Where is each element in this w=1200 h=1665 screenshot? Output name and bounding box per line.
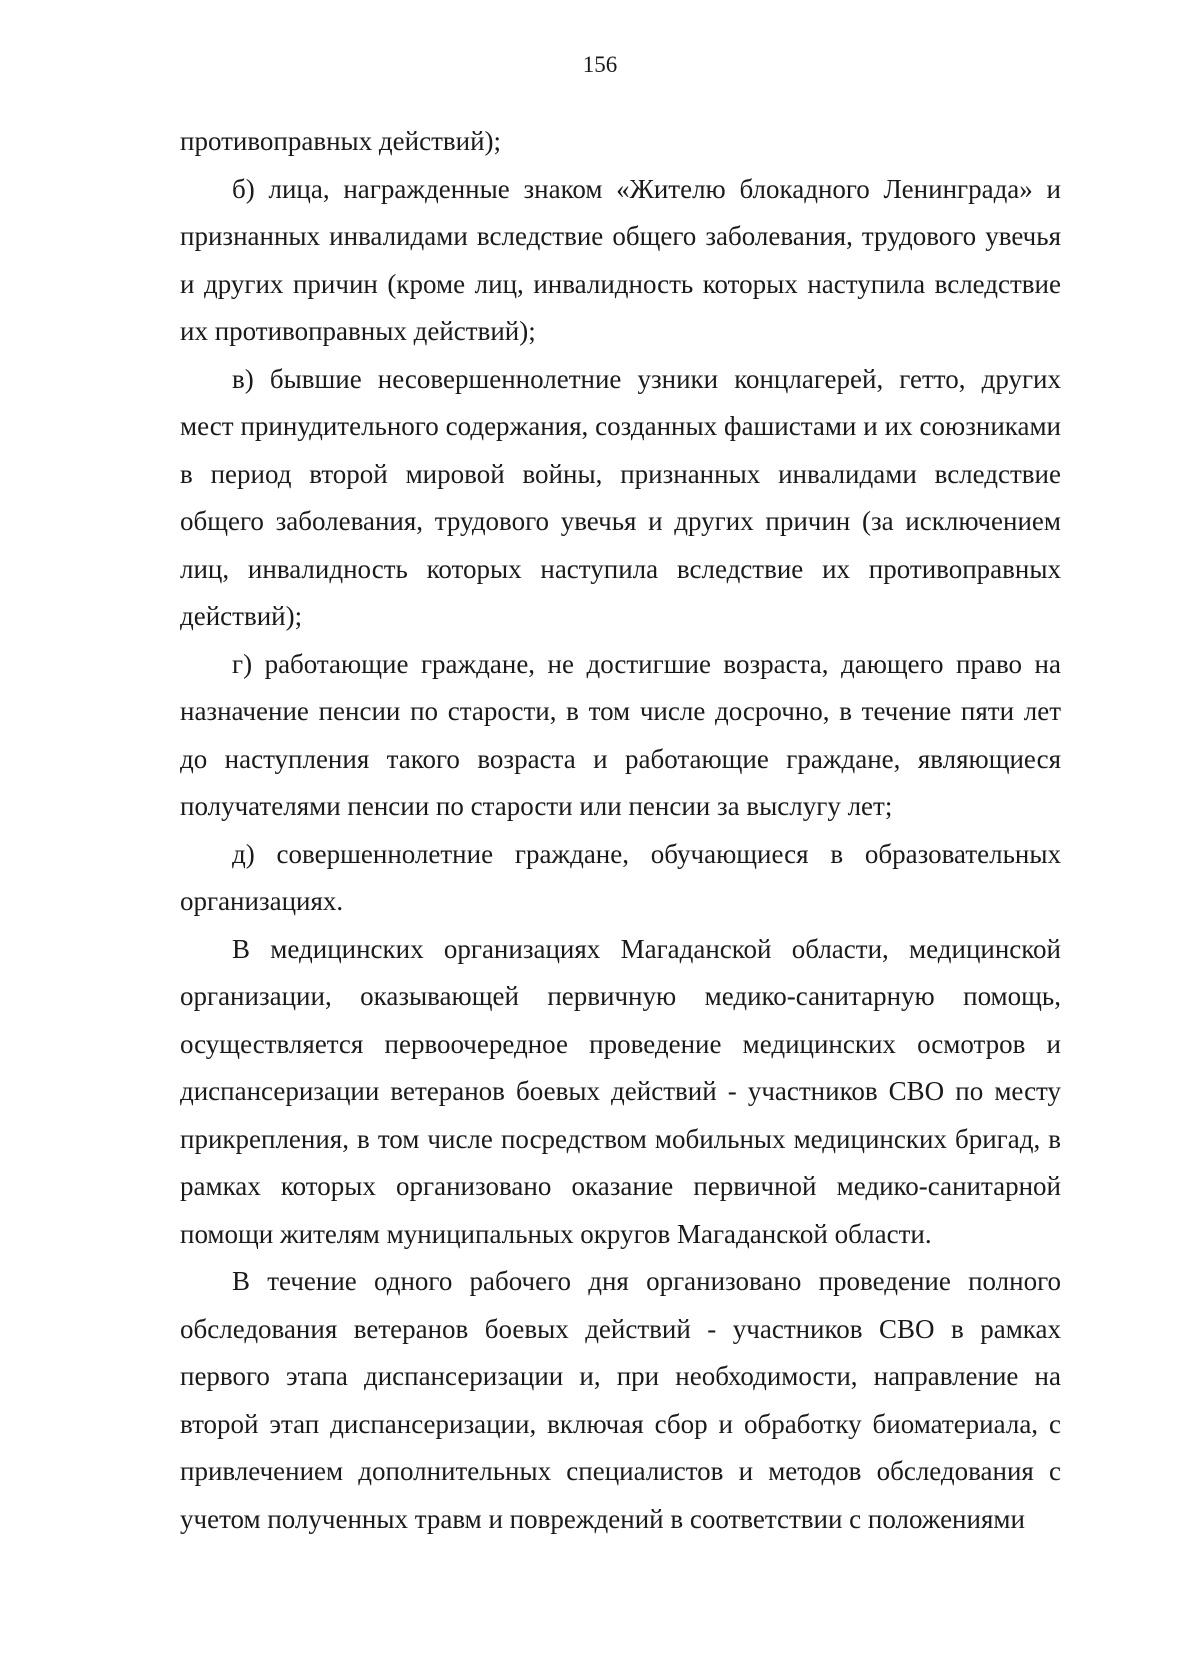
- page-number: 156: [582, 52, 618, 77]
- paragraph-item-g: г) работающие граждане, не достигшие возраста, дающего право на назначение пенсии по старости, в том числе досрочно, в течение пяти лет до наступления такого возраста и работающие граждане, являющиеся получателями пенсии по старости или пенсии за выслугу лет;: [180, 648, 1061, 821]
- paragraph-item-d: д) совершеннолетние граждане, обучающиеся в образовательных организациях.: [180, 838, 1061, 916]
- paragraph-one-working-day: В течение одного рабочего дня организовано проведение полного обследования ветеранов боевых действий - участников СВО в рамках первого этапа диспансеризации и, при необходимости, направление на второй этап диспансеризации, включая сбор и обработку биоматериала, с привлечением дополнительных специалистов и методов обследования с учетом полученных травм и повреждений в соответствии с положениями: [180, 1266, 1061, 1534]
- body-text: [180, 118, 1061, 1543]
- paragraph-continuation: противоправных действий);: [180, 126, 502, 156]
- paragraph-item-b: б) лица, награжденные знаком «Жителю блокадного Ленинграда» и признанных инвалидами вследствие общего заболевания, трудового увечья и других причин (кроме лиц, инвалидность которых наступила вследствие их противоправных действий);: [180, 173, 1061, 346]
- paragraph-medical-organizations: В медицинских организациях Магаданской области, медицинской организации, оказывающей первичную медико-санитарную помощь, осуществляется первоочередное проведение медицинских осмотров и диспансеризации ветеранов боевых действий - участников СВО по месту прикрепления, в том числе посредством мобильных медицинских бригад, в рамках которых организовано оказание первичной медико-санитарной помощи жителям муниципальных округов Магаданской области.: [180, 933, 1061, 1249]
- paragraph-item-v: в) бывшие несовершеннолетние узники концлагерей, гетто, других мест принудительного содержания, созданных фашистами и их союзниками в период второй мировой войны, признанных инвалидами вследствие общего заболевания, трудового увечья и других причин (за исключением лиц, инвалидность которых наступила вследствие их противоправных действий);: [180, 363, 1061, 631]
